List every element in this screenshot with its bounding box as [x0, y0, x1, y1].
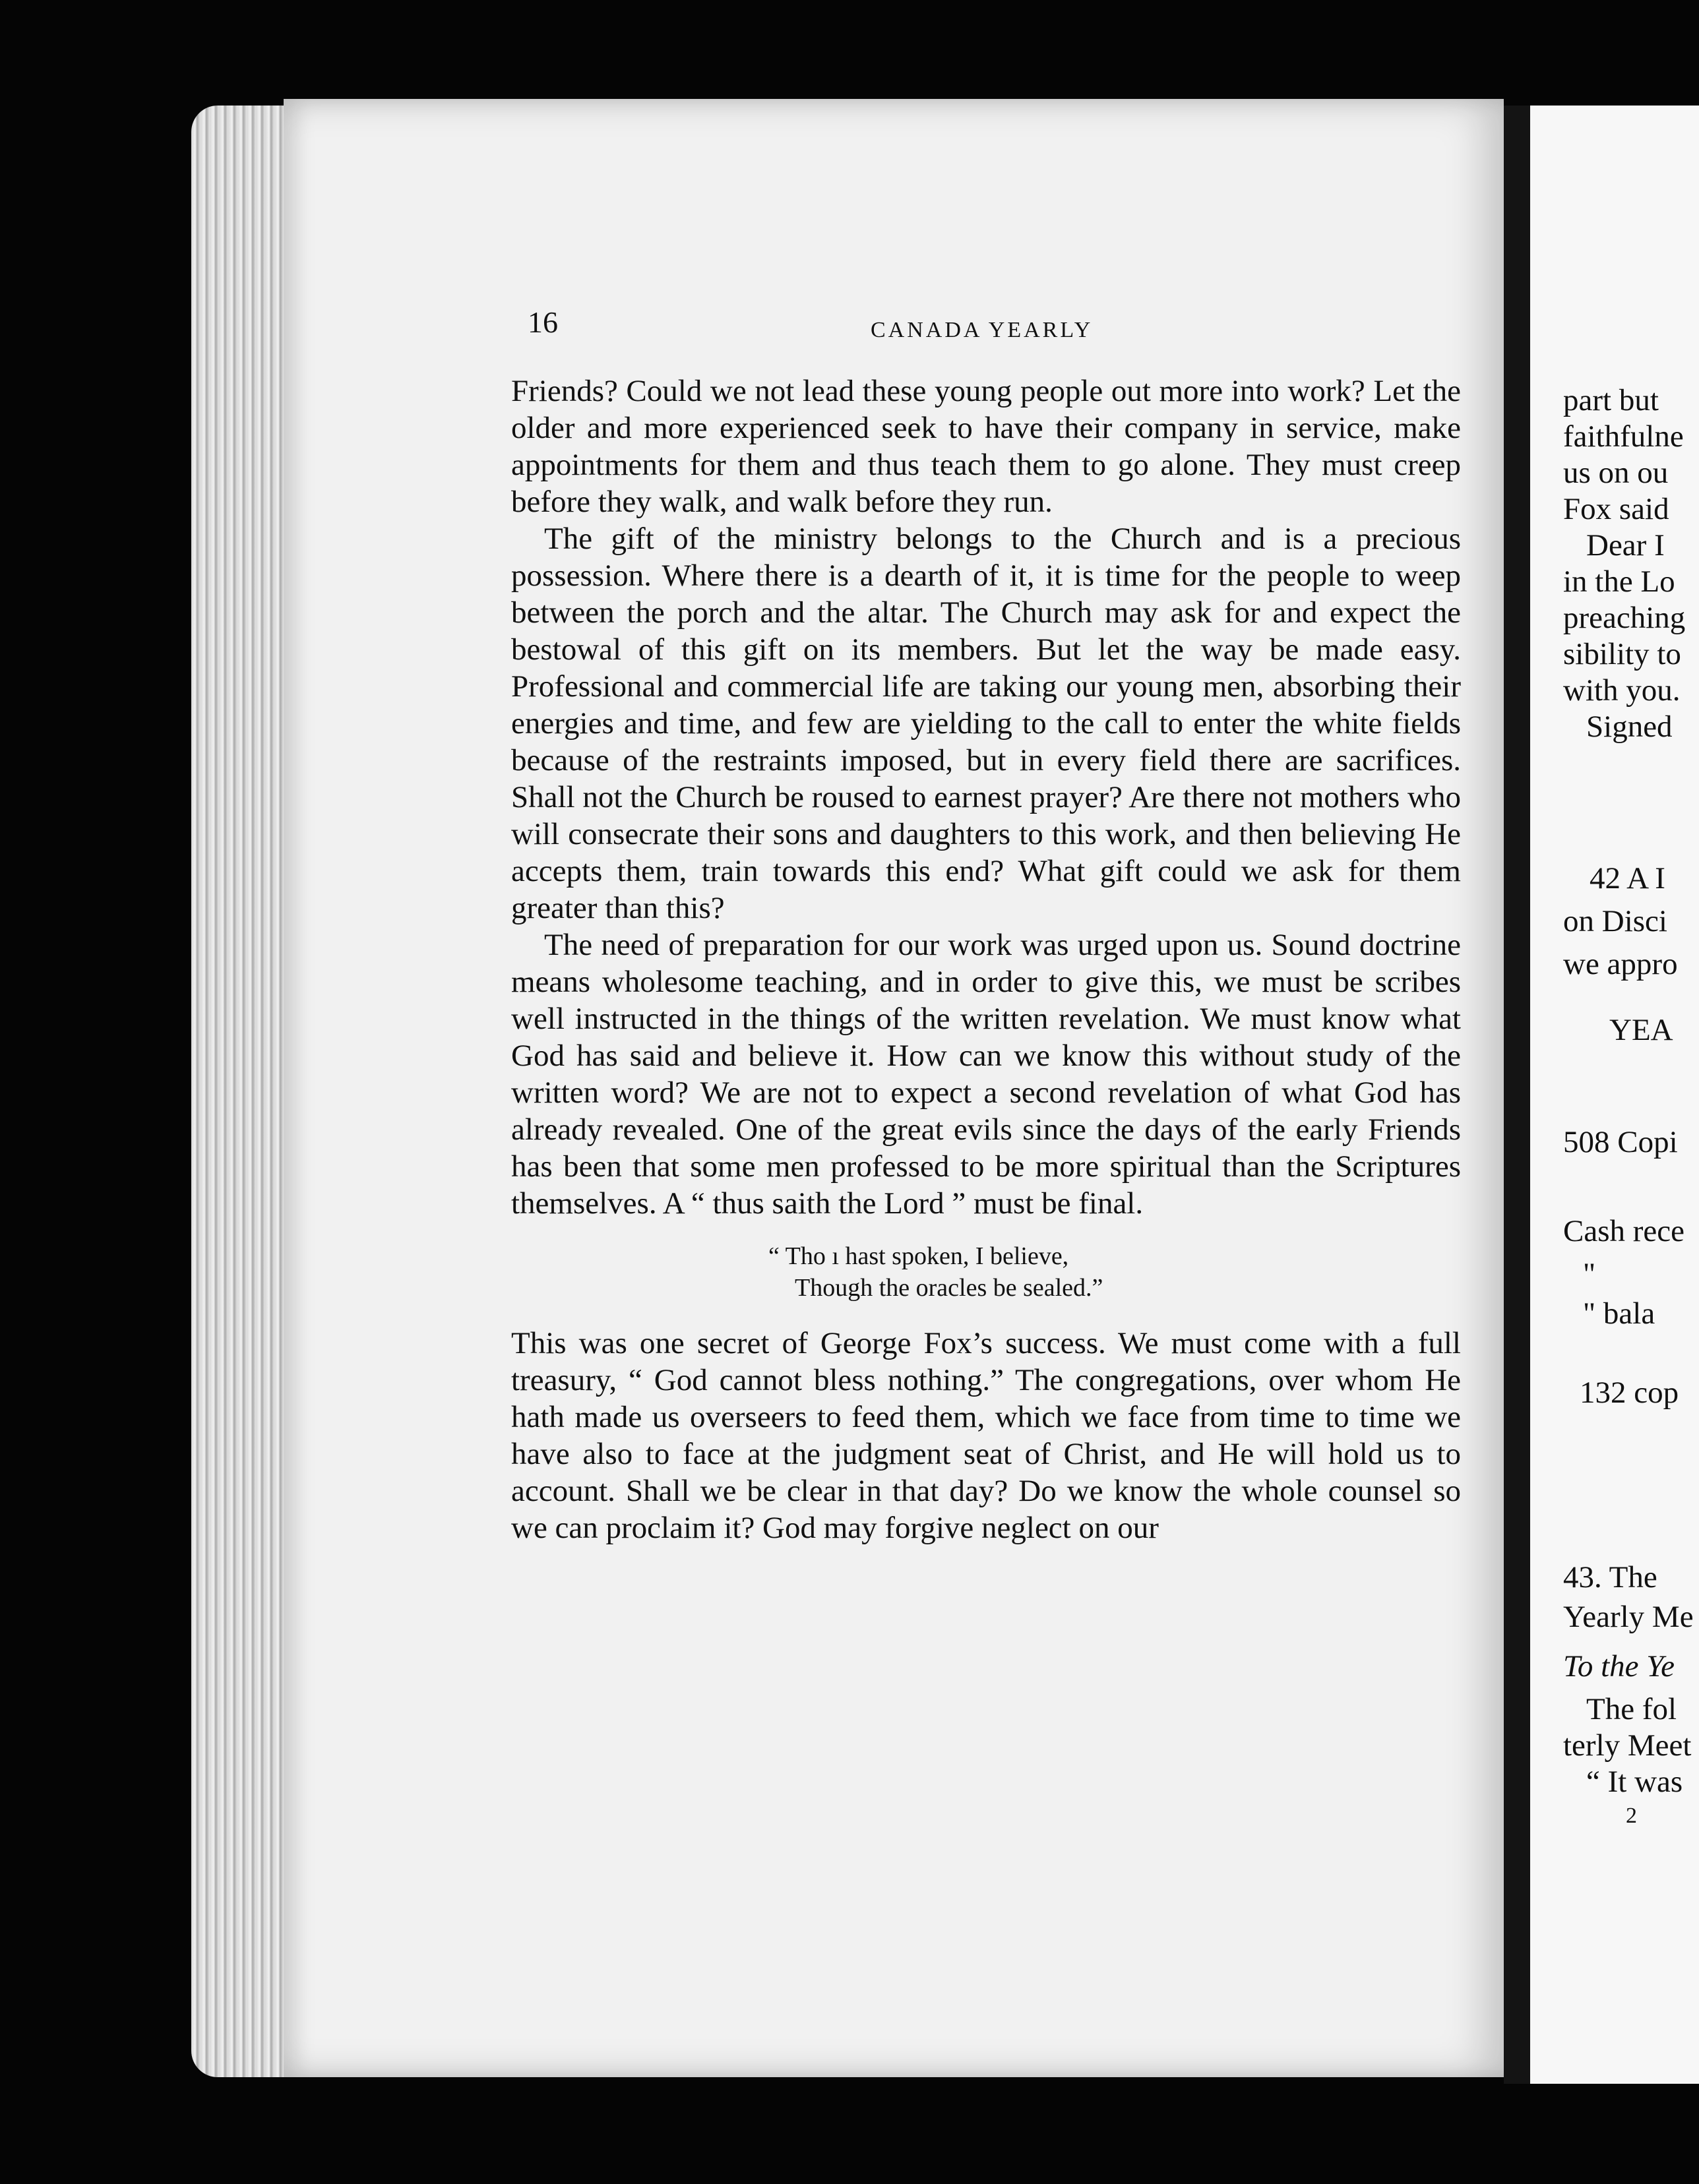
fragment-line: part but — [1563, 383, 1659, 417]
paragraph: This was one secret of George Fox’s success. We must come with a full treasury, “ God cannot bless nothing.” The congregations, over whom He hath made us overseers to feed them, which we face from time to time we have also to face at the judgment seat of Christ, and He will hold us to account. Shall we be clear in that day? Do we know the whole counsel so we can proclaim it? God may forgive neglect on our — [511, 1326, 1461, 1545]
fragment-line: in the Lo — [1563, 564, 1675, 599]
running-head: CANADA YEARLY — [871, 318, 1094, 342]
fragment-line: 132 cop — [1580, 1376, 1679, 1410]
verse-quote — [768, 1240, 1461, 1304]
signature-mark: 2 — [1626, 1804, 1637, 1828]
paragraph: Friends? Could we not lead these young people out more into work? Let the older and more experienced seek to have their company in service, make appointments for them and thus teach them to go alone. They must creep before they walk, and walk before they run. — [511, 374, 1461, 519]
fragment-line: Fox said — [1563, 492, 1669, 526]
paragraph: The gift of the ministry belongs to the Church and is a precious possession. Where there is a dearth of it, it is time for the people to weep between the porch and the altar. The Church may ask for and expect the bestowal of this gift on its members. But let the way be made easy. Professional and commercial life are taking our young men, absorbing their energies and time, and few are yielding to the call to enter the white fields because of the restraints imposed, but in every field there are sacrifices. Shall not the Church be roused to earnest prayer? Are there not mothers who will consecrate their sons and daughters to this work, and then believing He accepts them, train towards this end? What gift could we ask for them greater than this? — [511, 522, 1461, 925]
fragment-line: we appro — [1563, 947, 1678, 981]
page-number: 16 — [528, 305, 558, 339]
fragment-line: The fol — [1586, 1692, 1677, 1726]
book-gutter — [1504, 106, 1530, 2084]
verse-line: Though the oracles be sealed.” — [795, 1274, 1103, 1302]
fragment-line: 42 A I — [1590, 861, 1665, 895]
fragment-line: 43. The — [1563, 1560, 1657, 1594]
fragment-line: terly Meet — [1563, 1728, 1692, 1763]
fragment-line: us on ou — [1563, 456, 1669, 490]
fragment-line: " — [1583, 1257, 1596, 1291]
fragment-line: Yearly Me — [1563, 1600, 1694, 1634]
fragment-line: Cash rece — [1563, 1214, 1684, 1248]
fragment-line: Signed — [1586, 710, 1673, 744]
fragment-line: 508 Copi — [1563, 1125, 1678, 1159]
fragment-line: on Disci — [1563, 904, 1667, 938]
fragment-line: faithfulne — [1563, 419, 1684, 454]
paragraph: The need of preparation for our work was urged upon us. Sound doctrine means wholesome teaching, and in order to give this, we must be scribes well instructed in the things of the written revelation. We must know what God has said and believe it. How can we know this without study of the written word? We are not to expect a second revelation of what God has already revealed. One of the great evils since the days of the early Friends has been that some men professed to be more spiritual than the Scriptures themselves. A “ thus saith the Lord ” must be final. — [511, 928, 1461, 1221]
verse-line: “ Tho ı hast spoken, I believe, — [768, 1242, 1069, 1270]
fragment-line: To the Ye — [1563, 1649, 1675, 1684]
right-page — [1530, 106, 1699, 2084]
fragment-line: preaching — [1563, 601, 1686, 635]
fragment-line: " bala — [1583, 1296, 1655, 1331]
fragment-line: with you. — [1563, 673, 1681, 708]
fragment-line: YEA — [1609, 1013, 1673, 1047]
fragment-line: Dear I — [1586, 528, 1665, 562]
fragment-line: sibility to — [1563, 637, 1681, 671]
left-page-body — [511, 373, 1461, 1546]
fragment-line: “ It was — [1586, 1765, 1683, 1799]
